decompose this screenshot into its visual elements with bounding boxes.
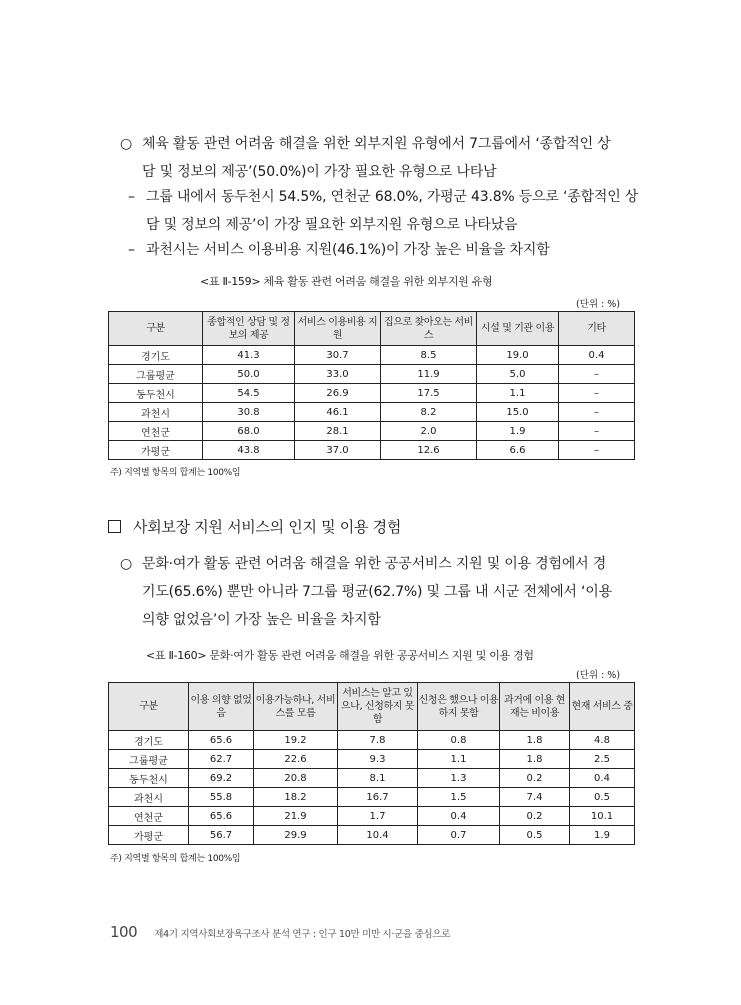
table-cell: 43.8 — [203, 441, 295, 460]
column-header: 구분 — [109, 683, 189, 731]
table-cell: 8.5 — [381, 346, 477, 365]
table-159-unit: (단위 : %) — [576, 299, 621, 310]
table-cell: 0.4 — [570, 769, 635, 788]
table-row — [109, 403, 635, 422]
table-cell: 41.3 — [203, 346, 295, 365]
table-cell: 56.7 — [189, 826, 254, 845]
table-row — [109, 788, 635, 807]
table-159-note: 주) 지역별 항목의 합계는 100%임 — [110, 468, 241, 478]
page-number: 100 — [110, 923, 138, 941]
table-cell: 0.2 — [500, 769, 570, 788]
table-cell: 50.0 — [203, 365, 295, 384]
table-cell: 1.9 — [570, 826, 635, 845]
circle-bullet-icon: ○ — [120, 136, 133, 152]
paragraph-line: 의향 없었음’이 가장 높은 비율을 차지함 — [142, 612, 381, 628]
table-cell: 28.1 — [295, 422, 381, 441]
table-cell: 7.8 — [338, 731, 418, 750]
table-160-caption: <표 Ⅱ-160> 문화·여가 활동 관련 어려움 해결을 위한 공공서비스 지원 및 이용 경험 — [146, 649, 534, 662]
table-cell: 37.0 — [295, 441, 381, 460]
table-cell: 26.9 — [295, 384, 381, 403]
row-label: 동두천시 — [109, 384, 203, 403]
table-cell: 46.1 — [295, 403, 381, 422]
table-row — [109, 731, 635, 750]
row-label: 과천시 — [109, 403, 203, 422]
table-cell: 65.6 — [189, 807, 254, 826]
table-cell: 1.1 — [477, 384, 559, 403]
table-cell: 0.5 — [570, 788, 635, 807]
column-header: 시설 및 기관 이용 — [477, 312, 559, 346]
table-cell: 20.8 — [254, 769, 338, 788]
table-row — [109, 807, 635, 826]
row-label: 그룹평균 — [109, 750, 189, 769]
table-row — [109, 750, 635, 769]
table-cell: 9.3 — [338, 750, 418, 769]
section-title-text: 사회보장 지원 서비스의 인지 및 이용 경험 — [133, 518, 402, 536]
table-cell: 6.6 — [477, 441, 559, 460]
column-header: 이용가능하나, 서비스를 모름 — [254, 683, 338, 731]
table-cell: 15.0 — [477, 403, 559, 422]
table-160-unit: (단위 : %) — [576, 670, 621, 681]
dash-item-gwacheon — [128, 236, 640, 264]
table-cell: 33.0 — [295, 365, 381, 384]
table-row — [109, 365, 635, 384]
paragraph-line: 체육 활동 관련 어려움 해결을 위한 외부지원 유형에서 7그룹에서 ‘종합적인 상 — [142, 136, 611, 152]
table-cell: 0.7 — [418, 826, 500, 845]
paragraph-line: 문화·여가 활동 관련 어려움 해결을 위한 공공서비스 지원 및 이용 경험에서 경 — [142, 556, 607, 572]
row-label: 연천군 — [109, 807, 189, 826]
table-cell: 55.8 — [189, 788, 254, 807]
column-header: 서비스 이용비용 지원 — [295, 312, 381, 346]
table-cell: – — [559, 403, 635, 422]
checkbox-square-icon — [108, 520, 121, 533]
table-cell: 19.2 — [254, 731, 338, 750]
row-label: 가평군 — [109, 441, 203, 460]
table-cell: 54.5 — [203, 384, 295, 403]
row-label: 경기도 — [109, 731, 189, 750]
table-cell: 7.4 — [500, 788, 570, 807]
table-cell: 1.1 — [418, 750, 500, 769]
table-cell: 2.0 — [381, 422, 477, 441]
table-cell: 29.9 — [254, 826, 338, 845]
table-159-caption: <표 Ⅱ-159> 체육 활동 관련 어려움 해결을 위한 외부지원 유형 — [200, 275, 493, 288]
table-cell: 5.0 — [477, 365, 559, 384]
paragraph-line: 담 및 정보의 제공’이 가장 필요한 외부지원 유형으로 나타났음 — [146, 217, 518, 233]
table-cell: 69.2 — [189, 769, 254, 788]
paragraph-line: 과천시는 서비스 이용비용 지원(46.1%)이 가장 높은 비율을 차지함 — [146, 242, 550, 258]
table-cell: 16.7 — [338, 788, 418, 807]
table-cell: 12.6 — [381, 441, 477, 460]
table-cell: 18.2 — [254, 788, 338, 807]
table-cell: 22.6 — [254, 750, 338, 769]
table-cell: 4.8 — [570, 731, 635, 750]
table-160 — [108, 682, 635, 845]
table-cell: 8.1 — [338, 769, 418, 788]
column-header: 이용 의향 없었음 — [189, 683, 254, 731]
table-cell: 0.4 — [418, 807, 500, 826]
page-footer — [110, 922, 450, 941]
row-label: 경기도 — [109, 346, 203, 365]
paragraph-line: 그룹 내에서 동두천시 54.5%, 연천군 68.0%, 가평군 43.8% 등으로 ‘종합적인 상 — [146, 189, 639, 205]
table-cell: 65.6 — [189, 731, 254, 750]
column-header: 현재 서비스 중 — [570, 683, 635, 731]
table-row — [109, 826, 635, 845]
table-cell: 1.9 — [477, 422, 559, 441]
table-row — [109, 346, 635, 365]
table-cell: 8.2 — [381, 403, 477, 422]
table-row — [109, 441, 635, 460]
table-cell: 0.8 — [418, 731, 500, 750]
column-header: 서비스는 알고 있으나, 신청하지 못함 — [338, 683, 418, 731]
footer-text: 제4기 지역사회보장욕구조사 분석 연구 : 인구 10만 미만 시·군을 중심으로 — [154, 929, 451, 940]
table-cell: 1.8 — [500, 731, 570, 750]
table-cell: 1.8 — [500, 750, 570, 769]
table-cell: – — [559, 365, 635, 384]
row-label: 그룹평균 — [109, 365, 203, 384]
dash-bullet-icon: – — [128, 189, 135, 205]
circle-bullet-icon: ○ — [120, 556, 133, 572]
table-row — [109, 384, 635, 403]
table-cell: 62.7 — [189, 750, 254, 769]
bullet-culture-support — [120, 550, 640, 634]
table-cell: 19.0 — [477, 346, 559, 365]
table-cell: 21.9 — [254, 807, 338, 826]
dash-bullet-icon: – — [128, 242, 135, 258]
paragraph-line: 담 및 정보의 제공’(50.0%)이 가장 필요한 유형으로 나타남 — [142, 164, 497, 180]
dash-item-group-detail — [128, 183, 640, 239]
column-header: 기타 — [559, 312, 635, 346]
table-cell: 30.8 — [203, 403, 295, 422]
bullet-sports-support — [120, 130, 640, 186]
section-title — [108, 516, 401, 537]
column-header: 집으로 찾아오는 서비스 — [381, 312, 477, 346]
table-cell: 30.7 — [295, 346, 381, 365]
table-cell: 0.5 — [500, 826, 570, 845]
table-cell: 0.4 — [559, 346, 635, 365]
table-160-note: 주) 지역별 항목의 합계는 100%임 — [110, 854, 241, 864]
table-row — [109, 769, 635, 788]
row-label: 가평군 — [109, 826, 189, 845]
row-label: 동두천시 — [109, 769, 189, 788]
table-cell: 10.4 — [338, 826, 418, 845]
table-row — [109, 422, 635, 441]
table-cell: 68.0 — [203, 422, 295, 441]
row-label: 연천군 — [109, 422, 203, 441]
column-header: 신청은 했으나 이용하지 못함 — [418, 683, 500, 731]
table-cell: 1.3 — [418, 769, 500, 788]
column-header: 과거에 이용 현재는 비이용 — [500, 683, 570, 731]
table-159 — [108, 311, 635, 460]
table-cell: 2.5 — [570, 750, 635, 769]
column-header: 구분 — [109, 312, 203, 346]
table-cell: 17.5 — [381, 384, 477, 403]
paragraph-line: 기도(65.6%) 뿐만 아니라 7그룹 평균(62.7%) 및 그룹 내 시군 전체에서 ‘이용 — [142, 584, 612, 600]
table-cell: 1.7 — [338, 807, 418, 826]
row-label: 과천시 — [109, 788, 189, 807]
table-cell: 0.2 — [500, 807, 570, 826]
table-cell: – — [559, 441, 635, 460]
table-cell: 11.9 — [381, 365, 477, 384]
table-cell: 1.5 — [418, 788, 500, 807]
table-cell: – — [559, 422, 635, 441]
table-cell: 10.1 — [570, 807, 635, 826]
column-header: 종합적인 상담 및 정보의 제공 — [203, 312, 295, 346]
table-cell: – — [559, 384, 635, 403]
